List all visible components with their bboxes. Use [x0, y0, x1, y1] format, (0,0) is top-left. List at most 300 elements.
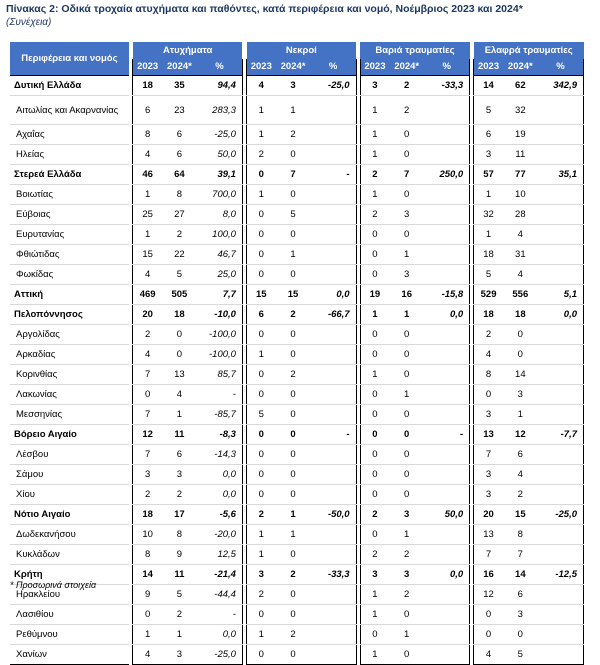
- seriously-injured-2023-cell: 1: [360, 585, 389, 605]
- seriously-injured-pct-cell: [424, 145, 469, 165]
- killed-2023-cell: 1: [247, 625, 276, 645]
- killed-2023-cell: 3: [247, 565, 276, 585]
- killed-pct-cell: [311, 365, 356, 385]
- accidents-pct-cell: 46,7: [197, 245, 242, 265]
- prefecture-row: [10, 185, 584, 205]
- killed-2024-cell: 1: [276, 525, 311, 545]
- killed-2024-cell: 0: [276, 185, 311, 205]
- killed-2024-cell: 0: [276, 345, 311, 365]
- accidents-2024-cell: 3: [162, 645, 197, 665]
- seriously-injured-2023-cell: 2: [360, 205, 389, 225]
- killed-2024-cell: 0: [276, 645, 311, 665]
- accidents-2024-cell: 6: [162, 145, 197, 165]
- killed-2024-cell: 0: [276, 585, 311, 605]
- row-name: Κυκλάδων: [10, 545, 129, 565]
- seriously-injured-pct-cell: [424, 605, 469, 625]
- accidents-pct-cell: -5,6: [197, 505, 242, 525]
- killed-2023-cell: 5: [247, 405, 276, 425]
- accidents-2024-cell: 13: [162, 365, 197, 385]
- row-name: Χίου: [10, 485, 129, 505]
- accidents-2024-cell: 505: [162, 285, 197, 305]
- slightly-injured-pct-cell: 342,9: [538, 76, 584, 96]
- accidents-2024-cell: 9: [162, 545, 197, 565]
- row-name: Λακωνίας: [10, 385, 129, 405]
- seriously-injured-pct-cell: [424, 485, 469, 505]
- seriously-injured-2023-cell: 0: [360, 225, 389, 245]
- row-name: Φθιώτιδας: [10, 245, 129, 265]
- seriously-injured-2024-cell: 1: [389, 245, 424, 265]
- killed-2023-cell: 1: [247, 96, 276, 125]
- slightly-injured-2023-cell: 16: [474, 565, 503, 585]
- killed-pct-cell: [311, 225, 356, 245]
- killed-2024-cell: 0: [276, 445, 311, 465]
- accidents-2023-cell: 18: [133, 505, 162, 525]
- accidents-2023-cell: 4: [133, 145, 162, 165]
- seriously-injured-pct-cell: [424, 365, 469, 385]
- killed-2024-cell: 0: [276, 325, 311, 345]
- slightly-injured-2023-cell: 2: [474, 325, 503, 345]
- row-name: Ηρακλείου: [10, 585, 129, 605]
- killed-2024-cell: 2: [276, 365, 311, 385]
- subheader-y2024: 2024*: [389, 59, 424, 76]
- seriously-injured-pct-cell: 0,0: [424, 565, 469, 585]
- prefecture-row: [10, 225, 584, 245]
- row-name: Νότιο Αιγαίο: [10, 505, 129, 525]
- seriously-injured-2024-cell: 1: [389, 305, 424, 325]
- killed-2024-cell: 7: [276, 165, 311, 185]
- accidents-pct-cell: 8,0: [197, 205, 242, 225]
- seriously-injured-2024-cell: 1: [389, 385, 424, 405]
- subheader-y2023: 2023: [360, 59, 389, 76]
- slightly-injured-pct-cell: [538, 245, 584, 265]
- accidents-pct-cell: -85,7: [197, 405, 242, 425]
- accidents-2023-cell: 15: [133, 245, 162, 265]
- accidents-2024-cell: 4: [162, 385, 197, 405]
- seriously-injured-pct-cell: [424, 545, 469, 565]
- seriously-injured-2024-cell: 0: [389, 405, 424, 425]
- accidents-2024-cell: 18: [162, 305, 197, 325]
- slightly-injured-2024-cell: 6: [503, 445, 538, 465]
- seriously-injured-2023-cell: 0: [360, 245, 389, 265]
- slightly-injured-2024-cell: 2: [503, 485, 538, 505]
- subheader-pct: %: [538, 59, 584, 76]
- accidents-pct-cell: 85,7: [197, 365, 242, 385]
- slightly-injured-2024-cell: 11: [503, 145, 538, 165]
- killed-2023-cell: 2: [247, 585, 276, 605]
- killed-pct-cell: [311, 145, 356, 165]
- region-row: [10, 425, 584, 445]
- killed-2023-cell: 0: [247, 425, 276, 445]
- accidents-2024-cell: 11: [162, 425, 197, 445]
- seriously-injured-2023-cell: 0: [360, 625, 389, 645]
- slightly-injured-2024-cell: 3: [503, 385, 538, 405]
- slightly-injured-2023-cell: 3: [474, 485, 503, 505]
- prefecture-row: [10, 465, 584, 485]
- accidents-pct-cell: 0,0: [197, 485, 242, 505]
- slightly-injured-2024-cell: 6: [503, 585, 538, 605]
- seriously-injured-2023-cell: 3: [360, 565, 389, 585]
- slightly-injured-2024-cell: 15: [503, 505, 538, 525]
- killed-pct-cell: [311, 245, 356, 265]
- accidents-2023-cell: 10: [133, 525, 162, 545]
- seriously-injured-2024-cell: 0: [389, 445, 424, 465]
- accidents-pct-cell: -100,0: [197, 325, 242, 345]
- accidents-2024-cell: 2: [162, 485, 197, 505]
- accidents-2024-cell: 0: [162, 345, 197, 365]
- row-name: Λασιθίου: [10, 605, 129, 625]
- slightly-injured-pct-cell: [538, 185, 584, 205]
- slightly-injured-2024-cell: 0: [503, 625, 538, 645]
- slightly-injured-pct-cell: [538, 545, 584, 565]
- seriously-injured-pct-cell: [424, 205, 469, 225]
- accidents-pct-cell: 25,0: [197, 265, 242, 285]
- slightly-injured-pct-cell: -25,0: [538, 505, 584, 525]
- seriously-injured-2024-cell: 1: [389, 625, 424, 645]
- killed-2023-cell: 1: [247, 185, 276, 205]
- killed-2023-cell: 0: [247, 245, 276, 265]
- row-name: Πελοπόννησος: [10, 305, 129, 325]
- seriously-injured-2024-cell: 0: [389, 425, 424, 445]
- accidents-pct-cell: 12,5: [197, 545, 242, 565]
- subheader-y2023: 2023: [474, 59, 503, 76]
- slightly-injured-2023-cell: 20: [474, 505, 503, 525]
- killed-2024-cell: 2: [276, 125, 311, 145]
- killed-2023-cell: 1: [247, 525, 276, 545]
- slightly-injured-2024-cell: 5: [503, 645, 538, 665]
- row-name: Μεσσηνίας: [10, 405, 129, 425]
- slightly-injured-2024-cell: 4: [503, 265, 538, 285]
- seriously-injured-2023-cell: 0: [360, 405, 389, 425]
- seriously-injured-pct-cell: [424, 445, 469, 465]
- slightly-injured-pct-cell: [538, 345, 584, 365]
- slightly-injured-2023-cell: 4: [474, 645, 503, 665]
- accidents-pct-cell: 94,4: [197, 76, 242, 96]
- slightly-injured-pct-cell: [538, 645, 584, 665]
- row-name: Χανίων: [10, 645, 129, 665]
- slightly-injured-2023-cell: 8: [474, 365, 503, 385]
- slightly-injured-2024-cell: 0: [503, 345, 538, 365]
- accidents-2024-cell: 2: [162, 605, 197, 625]
- accidents-2023-cell: 25: [133, 205, 162, 225]
- killed-pct-cell: -33,3: [311, 565, 356, 585]
- prefecture-row: [10, 445, 584, 465]
- killed-pct-cell: [311, 525, 356, 545]
- killed-pct-cell: [311, 96, 356, 125]
- prefecture-row: [10, 345, 584, 365]
- accidents-2024-cell: 1: [162, 625, 197, 645]
- killed-pct-cell: [311, 605, 356, 625]
- seriously-injured-pct-cell: [424, 245, 469, 265]
- seriously-injured-pct-cell: [424, 96, 469, 125]
- slightly-injured-2024-cell: 556: [503, 285, 538, 305]
- accidents-2023-cell: 4: [133, 345, 162, 365]
- row-name: Ευρυτανίας: [10, 225, 129, 245]
- row-name: Βόρειο Αιγαίο: [10, 425, 129, 445]
- subheader-y2024: 2024*: [503, 59, 538, 76]
- accidents-2023-cell: 8: [133, 125, 162, 145]
- prefecture-row: [10, 96, 584, 125]
- killed-2024-cell: 3: [276, 76, 311, 96]
- accidents-pct-cell: 7,7: [197, 285, 242, 305]
- slightly-injured-2024-cell: 7: [503, 545, 538, 565]
- seriously-injured-pct-cell: [424, 585, 469, 605]
- group-header-slightly-injured: Ελαφρά τραυματίες: [474, 42, 584, 59]
- seriously-injured-2023-cell: 19: [360, 285, 389, 305]
- accidents-2024-cell: 64: [162, 165, 197, 185]
- slightly-injured-2024-cell: 28: [503, 205, 538, 225]
- accidents-pct-cell: -25,0: [197, 645, 242, 665]
- slightly-injured-pct-cell: [538, 125, 584, 145]
- prefecture-row: [10, 645, 584, 665]
- killed-2024-cell: 0: [276, 145, 311, 165]
- seriously-injured-2023-cell: 0: [360, 325, 389, 345]
- seriously-injured-2023-cell: 1: [360, 645, 389, 665]
- killed-2023-cell: 2: [247, 505, 276, 525]
- killed-2024-cell: 2: [276, 305, 311, 325]
- killed-pct-cell: [311, 645, 356, 665]
- row-name: Δυτική Ελλάδα: [10, 76, 129, 96]
- row-name: Δωδεκανήσου: [10, 525, 129, 545]
- seriously-injured-2023-cell: 0: [360, 265, 389, 285]
- killed-pct-cell: -: [311, 425, 356, 445]
- row-name: Αχαΐας: [10, 125, 129, 145]
- subheader-pct: %: [424, 59, 469, 76]
- seriously-injured-2023-cell: 3: [360, 76, 389, 96]
- killed-pct-cell: [311, 485, 356, 505]
- seriously-injured-2023-cell: 2: [360, 505, 389, 525]
- killed-2023-cell: 0: [247, 165, 276, 185]
- accidents-2023-cell: 1: [133, 185, 162, 205]
- accidents-2024-cell: 23: [162, 96, 197, 125]
- seriously-injured-pct-cell: [424, 405, 469, 425]
- killed-pct-cell: [311, 125, 356, 145]
- header-row-groups: [10, 42, 584, 59]
- seriously-injured-pct-cell: [424, 125, 469, 145]
- slightly-injured-pct-cell: [538, 205, 584, 225]
- slightly-injured-2024-cell: 31: [503, 245, 538, 265]
- killed-2023-cell: 4: [247, 76, 276, 96]
- row-name: Αττική: [10, 285, 129, 305]
- seriously-injured-2023-cell: 0: [360, 525, 389, 545]
- seriously-injured-pct-cell: 0,0: [424, 305, 469, 325]
- killed-pct-cell: [311, 345, 356, 365]
- accidents-2024-cell: 5: [162, 265, 197, 285]
- accidents-pct-cell: 283,3: [197, 96, 242, 125]
- slightly-injured-2023-cell: 0: [474, 605, 503, 625]
- killed-2024-cell: 0: [276, 605, 311, 625]
- seriously-injured-2023-cell: 0: [360, 425, 389, 445]
- slightly-injured-pct-cell: 5,1: [538, 285, 584, 305]
- killed-pct-cell: 0,0: [311, 285, 356, 305]
- slightly-injured-pct-cell: 0,0: [538, 305, 584, 325]
- slightly-injured-2023-cell: 7: [474, 445, 503, 465]
- slightly-injured-2024-cell: 18: [503, 305, 538, 325]
- seriously-injured-pct-cell: [424, 625, 469, 645]
- footnote: * Προσωρινά στοιχεία: [10, 580, 97, 590]
- prefecture-row: [10, 485, 584, 505]
- slightly-injured-2023-cell: 12: [474, 585, 503, 605]
- seriously-injured-2024-cell: 2: [389, 585, 424, 605]
- prefecture-row: [10, 625, 584, 645]
- seriously-injured-pct-cell: 250,0: [424, 165, 469, 185]
- seriously-injured-pct-cell: [424, 525, 469, 545]
- slightly-injured-2023-cell: 5: [474, 96, 503, 125]
- killed-2024-cell: 0: [276, 485, 311, 505]
- accidents-2024-cell: 27: [162, 205, 197, 225]
- seriously-injured-2023-cell: 0: [360, 345, 389, 365]
- killed-pct-cell: [311, 465, 356, 485]
- region-row: [10, 165, 584, 185]
- seriously-injured-2023-cell: 1: [360, 125, 389, 145]
- slightly-injured-2024-cell: 8: [503, 525, 538, 545]
- seriously-injured-2023-cell: 1: [360, 145, 389, 165]
- accidents-2024-cell: 1: [162, 405, 197, 425]
- slightly-injured-2024-cell: 10: [503, 185, 538, 205]
- killed-2023-cell: 15: [247, 285, 276, 305]
- subheader-y2023: 2023: [247, 59, 276, 76]
- accidents-2023-cell: 6: [133, 96, 162, 125]
- subheader-y2024: 2024*: [162, 59, 197, 76]
- killed-pct-cell: [311, 205, 356, 225]
- row-name: Ρεθύμνου: [10, 625, 129, 645]
- killed-pct-cell: -66,7: [311, 305, 356, 325]
- slightly-injured-2023-cell: 7: [474, 545, 503, 565]
- seriously-injured-2024-cell: 16: [389, 285, 424, 305]
- prefecture-row: [10, 205, 584, 225]
- slightly-injured-2023-cell: 1: [474, 185, 503, 205]
- region-row: [10, 305, 584, 325]
- slightly-injured-pct-cell: [538, 445, 584, 465]
- killed-pct-cell: -: [311, 165, 356, 185]
- accidents-pct-cell: 39,1: [197, 165, 242, 185]
- accidents-2023-cell: 8: [133, 545, 162, 565]
- slightly-injured-2023-cell: 529: [474, 285, 503, 305]
- slightly-injured-2024-cell: 19: [503, 125, 538, 145]
- seriously-injured-pct-cell: 50,0: [424, 505, 469, 525]
- slightly-injured-2023-cell: 18: [474, 245, 503, 265]
- killed-2024-cell: 0: [276, 265, 311, 285]
- slightly-injured-pct-cell: [538, 225, 584, 245]
- slightly-injured-2023-cell: 57: [474, 165, 503, 185]
- seriously-injured-2023-cell: 1: [360, 185, 389, 205]
- seriously-injured-2023-cell: 2: [360, 165, 389, 185]
- slightly-injured-pct-cell: -12,5: [538, 565, 584, 585]
- accidents-pct-cell: -10,0: [197, 305, 242, 325]
- accidents-2024-cell: 11: [162, 565, 197, 585]
- slightly-injured-2023-cell: 13: [474, 525, 503, 545]
- seriously-injured-pct-cell: [424, 645, 469, 665]
- accidents-2024-cell: 6: [162, 445, 197, 465]
- killed-pct-cell: [311, 445, 356, 465]
- seriously-injured-2024-cell: 3: [389, 505, 424, 525]
- table-title: Πίνακας 2: Οδικά τροχαία ατυχήματα και παθόντες, κατά περιφέρεια και νομό, Νοέμβριος 2023 και 2024*: [6, 3, 523, 15]
- group-header-accidents: Ατυχήματα: [133, 42, 243, 59]
- seriously-injured-2024-cell: 0: [389, 185, 424, 205]
- accidents-2023-cell: 12: [133, 425, 162, 445]
- accidents-2024-cell: 5: [162, 585, 197, 605]
- accidents-2023-cell: 2: [133, 485, 162, 505]
- accidents-pct-cell: 0,0: [197, 465, 242, 485]
- killed-2023-cell: 0: [247, 485, 276, 505]
- slightly-injured-pct-cell: [538, 265, 584, 285]
- seriously-injured-2023-cell: 1: [360, 365, 389, 385]
- seriously-injured-2024-cell: 0: [389, 605, 424, 625]
- slightly-injured-2023-cell: 32: [474, 205, 503, 225]
- killed-2024-cell: 2: [276, 565, 311, 585]
- seriously-injured-2024-cell: 7: [389, 165, 424, 185]
- row-name: Ηλείας: [10, 145, 129, 165]
- prefecture-row: [10, 385, 584, 405]
- killed-2024-cell: 0: [276, 425, 311, 445]
- seriously-injured-pct-cell: [424, 385, 469, 405]
- accidents-2023-cell: 20: [133, 305, 162, 325]
- prefecture-row: [10, 325, 584, 345]
- prefecture-row: [10, 265, 584, 285]
- killed-2023-cell: 0: [247, 225, 276, 245]
- accidents-pct-cell: -21,4: [197, 565, 242, 585]
- seriously-injured-2023-cell: 1: [360, 605, 389, 625]
- killed-pct-cell: [311, 185, 356, 205]
- slightly-injured-pct-cell: 35,1: [538, 165, 584, 185]
- accidents-pct-cell: 0,0: [197, 625, 242, 645]
- row-name: Αρκαδίας: [10, 345, 129, 365]
- slightly-injured-pct-cell: -7,7: [538, 425, 584, 445]
- row-name: Αιτωλίας και Ακαρνανίας: [10, 96, 129, 125]
- killed-2023-cell: 0: [247, 365, 276, 385]
- accidents-2023-cell: 14: [133, 565, 162, 585]
- prefecture-row: [10, 545, 584, 565]
- prefecture-row: [10, 125, 584, 145]
- prefecture-row: [10, 605, 584, 625]
- accidents-2023-cell: 0: [133, 385, 162, 405]
- killed-pct-cell: -25,0: [311, 76, 356, 96]
- slightly-injured-2023-cell: 5: [474, 265, 503, 285]
- accidents-2023-cell: 2: [133, 325, 162, 345]
- slightly-injured-2024-cell: 14: [503, 365, 538, 385]
- killed-pct-cell: [311, 385, 356, 405]
- killed-2023-cell: 1: [247, 125, 276, 145]
- region-header: Περιφέρεια και νομός: [10, 42, 129, 76]
- accidents-2023-cell: 469: [133, 285, 162, 305]
- slightly-injured-2023-cell: 6: [474, 125, 503, 145]
- accidents-2023-cell: 1: [133, 625, 162, 645]
- seriously-injured-2024-cell: 0: [389, 125, 424, 145]
- accidents-pct-cell: -14,3: [197, 445, 242, 465]
- slightly-injured-pct-cell: [538, 585, 584, 605]
- seriously-injured-2024-cell: 0: [389, 225, 424, 245]
- killed-pct-cell: [311, 585, 356, 605]
- slightly-injured-pct-cell: [538, 525, 584, 545]
- slightly-injured-pct-cell: [538, 385, 584, 405]
- accidents-2023-cell: 18: [133, 76, 162, 96]
- killed-2024-cell: 0: [276, 405, 311, 425]
- slightly-injured-2023-cell: 14: [474, 76, 503, 96]
- accidents-2023-cell: 4: [133, 645, 162, 665]
- killed-2023-cell: 0: [247, 465, 276, 485]
- seriously-injured-2024-cell: 1: [389, 525, 424, 545]
- seriously-injured-pct-cell: [424, 345, 469, 365]
- group-header-killed: Νεκροί: [247, 42, 357, 59]
- subheader-y2023: 2023: [133, 59, 162, 76]
- slightly-injured-pct-cell: [538, 625, 584, 645]
- seriously-injured-2024-cell: 0: [389, 345, 424, 365]
- accidents-2024-cell: 35: [162, 76, 197, 96]
- seriously-injured-2023-cell: 0: [360, 445, 389, 465]
- seriously-injured-2024-cell: 2: [389, 545, 424, 565]
- killed-2023-cell: 2: [247, 145, 276, 165]
- seriously-injured-pct-cell: -: [424, 425, 469, 445]
- accidents-pct-cell: -: [197, 605, 242, 625]
